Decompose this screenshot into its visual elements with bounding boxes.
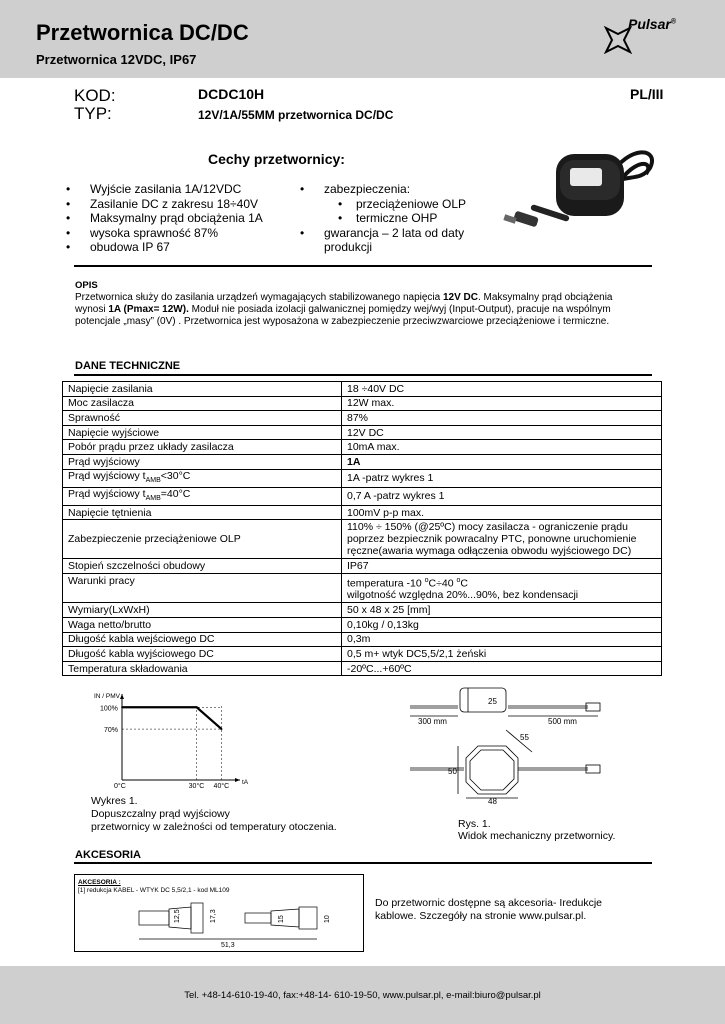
table-row: Pobór prądu przez układy zasilacza 10mA max. bbox=[63, 440, 662, 455]
table-row: Napięcie tętnienia 100mV p-p max. bbox=[63, 505, 662, 520]
table-row: Długość kabla wejściowego DC 0,3m bbox=[63, 632, 662, 647]
series-line bbox=[122, 707, 222, 729]
mechanical-drawing bbox=[408, 684, 608, 804]
kod-label: KOD: bbox=[74, 86, 116, 105]
list-item: • Wyjście zasilania 1A/12VDC bbox=[66, 182, 296, 197]
dim-bottom: 48 bbox=[488, 797, 497, 804]
table-row: Zabezpieczenie przeciążeniowe OLP 110% ÷ 150% (@25ºC) mocy zasilacza - ograniczenie prądu poprzez bezpiecznik powracalny PTC, ponowne uruchomienie ręczne(awaria wymaga odłączenia obwodu wyjściowego DC) bbox=[63, 520, 662, 559]
mechanical-caption: Rys. 1. Widok mechaniczny przetwornicy. bbox=[458, 818, 616, 842]
x-tick-label: 0°C bbox=[114, 783, 126, 790]
dim-in-cable: 300 mm bbox=[418, 717, 447, 726]
list-item: • Zasilanie DC z zakresu 18÷40V bbox=[66, 197, 296, 212]
list-item: • gwarancja – 2 lata od daty produkcji bbox=[300, 226, 505, 255]
dim-b: 17,3 bbox=[210, 909, 217, 923]
x-tick-label: 30°C bbox=[188, 783, 205, 790]
accessory-drawing bbox=[135, 897, 355, 949]
y-tick-label: 100% bbox=[100, 705, 118, 713]
accessories-box: AKCESORIA : [1] redukcja KABEL - WTYK DC 5,5/2,1 - kod ML109 12,5 17,3 15 10 51,3 bbox=[74, 874, 364, 952]
table-row: Stopień szczelności obudowy IP67 bbox=[63, 559, 662, 574]
spec-table bbox=[62, 381, 662, 676]
product-code: DCDC10H bbox=[198, 86, 265, 102]
product-type: 12V/1A/55MM przetwornica DC/DC bbox=[198, 108, 394, 122]
list-item: • obudowa IP 67 bbox=[66, 240, 296, 255]
table-row: Długość kabla wyjściowego DC 0,5 m+ wtyk DC5,5/2,1 żeński bbox=[63, 647, 662, 662]
y-axis-arrow bbox=[120, 694, 124, 699]
table-row: Warunki pracy temperatura -10 $^o$C÷40 $^o$C wilgotność względna 20%...90%, bez kondensacji bbox=[63, 573, 662, 603]
x-tick-label: 40°C bbox=[213, 783, 230, 790]
dim-diag: 55 bbox=[520, 733, 529, 742]
dim-total: 51,3 bbox=[221, 942, 235, 949]
typ-label: TYP: bbox=[74, 104, 112, 123]
dim-a: 12,5 bbox=[174, 909, 181, 923]
product-class: PL/III bbox=[630, 86, 664, 102]
footer-contact: Tel. +48-14-610-19-40, fax:+48-14- 610-19-50, www.pulsar.pl, e-mail:biuro@pulsar.pl bbox=[184, 990, 541, 1001]
features-list-left bbox=[66, 182, 296, 255]
logo-text: Pulsar® bbox=[628, 16, 676, 32]
derating-chart bbox=[60, 688, 250, 793]
table-row: Prąd wyjściowy $t_{AMB}<30^\circ C$ 1A -patrz wykres 1 bbox=[63, 469, 662, 487]
table-row: Sprawność 87% bbox=[63, 411, 662, 426]
features-title: Cechy przetwornicy: bbox=[208, 151, 345, 167]
opis-text: Przetwornica służy do zasilania urządzeń wymagających stabilizowanego napięcia 12V DC. Maksymalny prąd obciążenia wynosi 1A (Pmax= 12W). Moduł nie posiada izolacji galwanicznej pomiędzy wej/wyj (Input-Output), pracuje na wspólnym potencjale „masy” (0V) . Przetwornica jest wyposażona w zabezpieczenie przeciwzwarciowe przeciążeniowe i termiczne. bbox=[75, 292, 613, 327]
y-tick-label: 70% bbox=[104, 727, 119, 735]
dim-side: 50 bbox=[448, 767, 457, 776]
list-item: • przeciążeniowe OLP bbox=[300, 197, 505, 212]
list-item: • Maksymalny prąd obciążenia 1A bbox=[66, 211, 296, 226]
accessories-title: AKCESORIA bbox=[75, 849, 142, 861]
x-axis-label: tA bbox=[242, 779, 249, 786]
tech-title: DANE TECHNICZNE bbox=[75, 360, 181, 372]
dim-height: 25 bbox=[488, 697, 497, 706]
table-row: Napięcie zasilania 18 ÷40V DC bbox=[63, 382, 662, 397]
accessories-text: Do przetwornic dostępne są akcesoria- Iredukcje kablowe. Szczegóły na stronie www.pulsar.pl. bbox=[375, 897, 603, 922]
device-photo bbox=[500, 138, 660, 263]
data-point bbox=[121, 706, 123, 708]
table-row: Moc zasilacza 12W max. bbox=[63, 396, 662, 411]
features-list-right bbox=[300, 182, 505, 255]
table-row: Waga netto/brutto 0,10kg / 0,13kg bbox=[63, 618, 662, 633]
divider bbox=[74, 374, 652, 376]
y-axis-label: IN / PMV bbox=[94, 693, 121, 700]
data-point bbox=[221, 728, 223, 730]
table-row: Prąd wyjściowy 1A bbox=[63, 454, 662, 469]
table-row: Temperatura składowania -20ºC...+60ºC bbox=[63, 661, 662, 676]
x-axis-arrow bbox=[235, 778, 240, 782]
divider bbox=[74, 265, 652, 267]
list-item: • zabezpieczenia: bbox=[300, 182, 505, 197]
data-point bbox=[196, 706, 198, 708]
dim-c: 15 bbox=[278, 915, 285, 923]
list-item: • termiczne OHP bbox=[300, 211, 505, 226]
dim-out-cable: 500 mm bbox=[548, 717, 577, 726]
table-row: Prąd wyjściowy $t_{AMB}=40^\circ C$ 0,7 A -patrz wykres 1 bbox=[63, 487, 662, 505]
table-row: Napięcie wyjściowe 12V DC bbox=[63, 425, 662, 440]
page-title: Przetwornica DC/DC bbox=[36, 20, 249, 45]
opis-title: OPIS bbox=[75, 280, 98, 291]
page-subtitle: Przetwornica 12VDC, IP67 bbox=[36, 52, 197, 67]
table-row: Wymiary(LxWxH) 50 x 48 x 25 [mm] bbox=[63, 603, 662, 618]
divider bbox=[74, 862, 652, 864]
list-item: • wysoka sprawność 87% bbox=[66, 226, 296, 241]
dim-d: 10 bbox=[324, 915, 331, 923]
chart-caption: Wykres 1. Dopuszczalny prąd wyjściowy przetwornicy w zależności od temperatury otoczenia. bbox=[91, 795, 337, 833]
